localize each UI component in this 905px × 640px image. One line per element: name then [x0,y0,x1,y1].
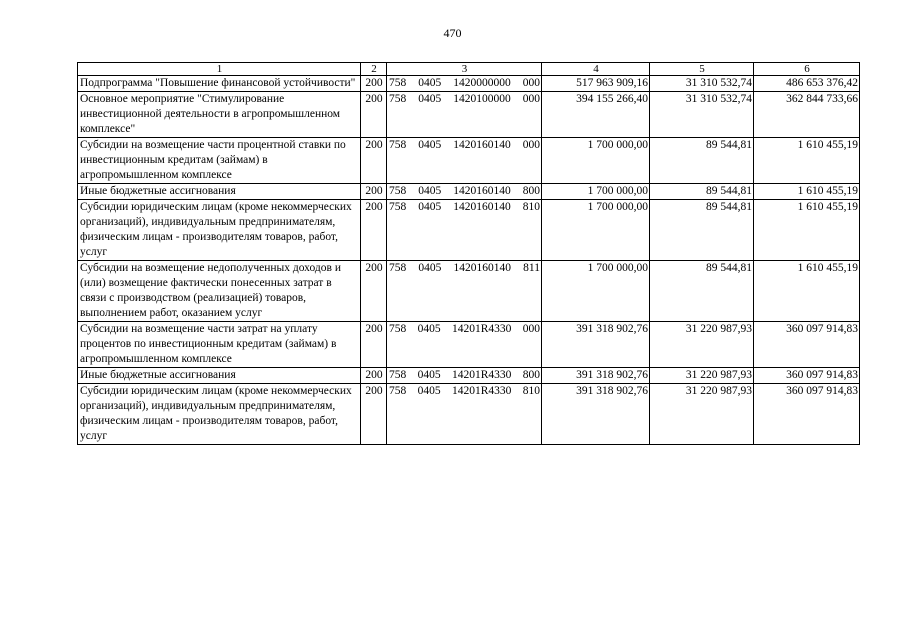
row-col-4: 394 155 266,40 [542,92,650,138]
code-target: 14201R4330 [451,323,512,335]
row-col-6: 360 097 914,83 [754,384,860,445]
code-target: 1420160140 [453,185,511,197]
code-type: 810 [522,385,540,397]
row-grbs: 200 [361,76,387,92]
table-row [78,76,860,92]
code-type: 800 [522,369,540,381]
row-grbs: 200 [361,261,387,322]
row-name: Основное мероприятие "Стимулирование инвестиционной деятельности в агропромышленном комплексе" [78,92,361,138]
code-ministry: 758 [389,185,407,197]
code-section: 0405 [417,369,441,381]
code-target: 1420160140 [453,262,512,274]
table-row [78,92,860,138]
code-type: 000 [522,77,540,89]
code-ministry: 758 [389,139,407,151]
table-row [78,138,860,184]
row-col-5: 89 544,81 [650,261,754,322]
row-name: Подпрограмма "Повышение финансовой устойчивости" [78,76,361,92]
table-body [78,76,860,445]
row-grbs: 200 [361,368,387,384]
row-grbs: 200 [361,138,387,184]
row-col-4: 1 700 000,00 [542,261,650,322]
row-name: Иные бюджетные ассигнования [78,368,361,384]
code-target: 14201R4330 [451,385,512,397]
row-col-5: 89 544,81 [650,200,754,261]
row-col-4: 391 318 902,76 [542,368,650,384]
row-code [387,200,542,261]
table-row [78,200,860,261]
row-grbs: 200 [361,200,387,261]
code-section: 0405 [418,139,442,151]
page-number: 470 [443,26,462,40]
row-col-4: 1 700 000,00 [542,184,650,200]
code-section: 0405 [418,93,442,105]
code-ministry: 758 [389,385,407,397]
row-code [387,138,542,184]
code-ministry: 758 [389,77,407,89]
header-col-5: 5 [650,63,754,76]
row-name: Иные бюджетные ассигнования [78,184,361,200]
row-code [387,384,542,445]
row-col-6: 1 610 455,19 [754,261,860,322]
row-name: Субсидии на возмещение части процентной ставки по инвестиционным кредитам (займам) в агропромышленном комплексе [78,138,361,184]
table-row [78,261,860,322]
row-grbs: 200 [361,92,387,138]
code-section: 0405 [418,77,442,89]
header-col-6: 6 [754,63,860,76]
row-code [387,261,542,322]
row-col-6: 362 844 733,66 [754,92,860,138]
row-name: Субсидии на возмещение недополученных доходов и (или) возмещение фактически понесенных затрат в связи с производством (реализацией) товаров, выполнением работ, оказанием услуг [78,261,361,322]
code-type: 000 [522,139,540,151]
header-col-1: 1 [78,63,361,76]
code-type: 000 [522,323,540,335]
row-col-4: 1 700 000,00 [542,200,650,261]
code-type: 800 [522,185,540,197]
table-row [78,184,860,200]
code-ministry: 758 [389,93,407,105]
header-col-2: 2 [361,63,387,76]
code-section: 0405 [418,262,442,274]
row-grbs: 200 [361,322,387,368]
budget-table [77,62,860,445]
row-col-5: 89 544,81 [650,138,754,184]
code-target: 1420160140 [453,201,511,213]
header-col-4: 4 [542,63,650,76]
code-type: 000 [522,93,540,105]
row-code [387,322,542,368]
row-col-5: 31 220 987,93 [650,384,754,445]
code-section: 0405 [418,201,442,213]
row-grbs: 200 [361,184,387,200]
code-ministry: 758 [389,201,407,213]
code-target: 1420100000 [453,93,511,105]
code-target: 1420160140 [453,139,511,151]
code-ministry: 758 [389,323,407,335]
row-col-6: 360 097 914,83 [754,368,860,384]
table-row [78,384,860,445]
row-col-5: 89 544,81 [650,184,754,200]
row-col-4: 391 318 902,76 [542,322,650,368]
row-code [387,76,542,92]
row-col-4: 1 700 000,00 [542,138,650,184]
row-code [387,92,542,138]
row-col-5: 31 310 532,74 [650,92,754,138]
row-col-6: 1 610 455,19 [754,184,860,200]
row-col-6: 486 653 376,42 [754,76,860,92]
row-code [387,184,542,200]
code-target: 1420000000 [453,77,511,89]
row-col-5: 31 220 987,93 [650,322,754,368]
row-col-5: 31 220 987,93 [650,368,754,384]
row-col-5: 31 310 532,74 [650,76,754,92]
row-col-4: 517 963 909,16 [542,76,650,92]
row-name: Субсидии юридическим лицам (кроме некоммерческих организаций), индивидуальным предпринимателям, физическим лицам - производителям товаров, работ, услуг [78,384,361,445]
row-code [387,368,542,384]
header-col-3: 3 [387,63,542,76]
code-type: 811 [523,262,540,274]
code-section: 0405 [418,185,442,197]
table-row [78,368,860,384]
code-section: 0405 [417,385,441,397]
row-col-6: 1 610 455,19 [754,200,860,261]
row-name: Субсидии на возмещение части затрат на уплату процентов по инвестиционным кредитам (займам) в агропромышленном комплексе [78,322,361,368]
row-col-4: 391 318 902,76 [542,384,650,445]
row-grbs: 200 [361,384,387,445]
row-name: Субсидии юридическим лицам (кроме некоммерческих организаций), индивидуальным предпринимателям, физическим лицам - производителям товаров, работ, услуг [78,200,361,261]
table-row [78,322,860,368]
header-row [78,63,860,76]
row-col-6: 1 610 455,19 [754,138,860,184]
code-section: 0405 [417,323,441,335]
code-target: 14201R4330 [451,369,512,381]
code-ministry: 758 [389,262,407,274]
code-type: 810 [522,201,540,213]
row-col-6: 360 097 914,83 [754,322,860,368]
code-ministry: 758 [389,369,407,381]
